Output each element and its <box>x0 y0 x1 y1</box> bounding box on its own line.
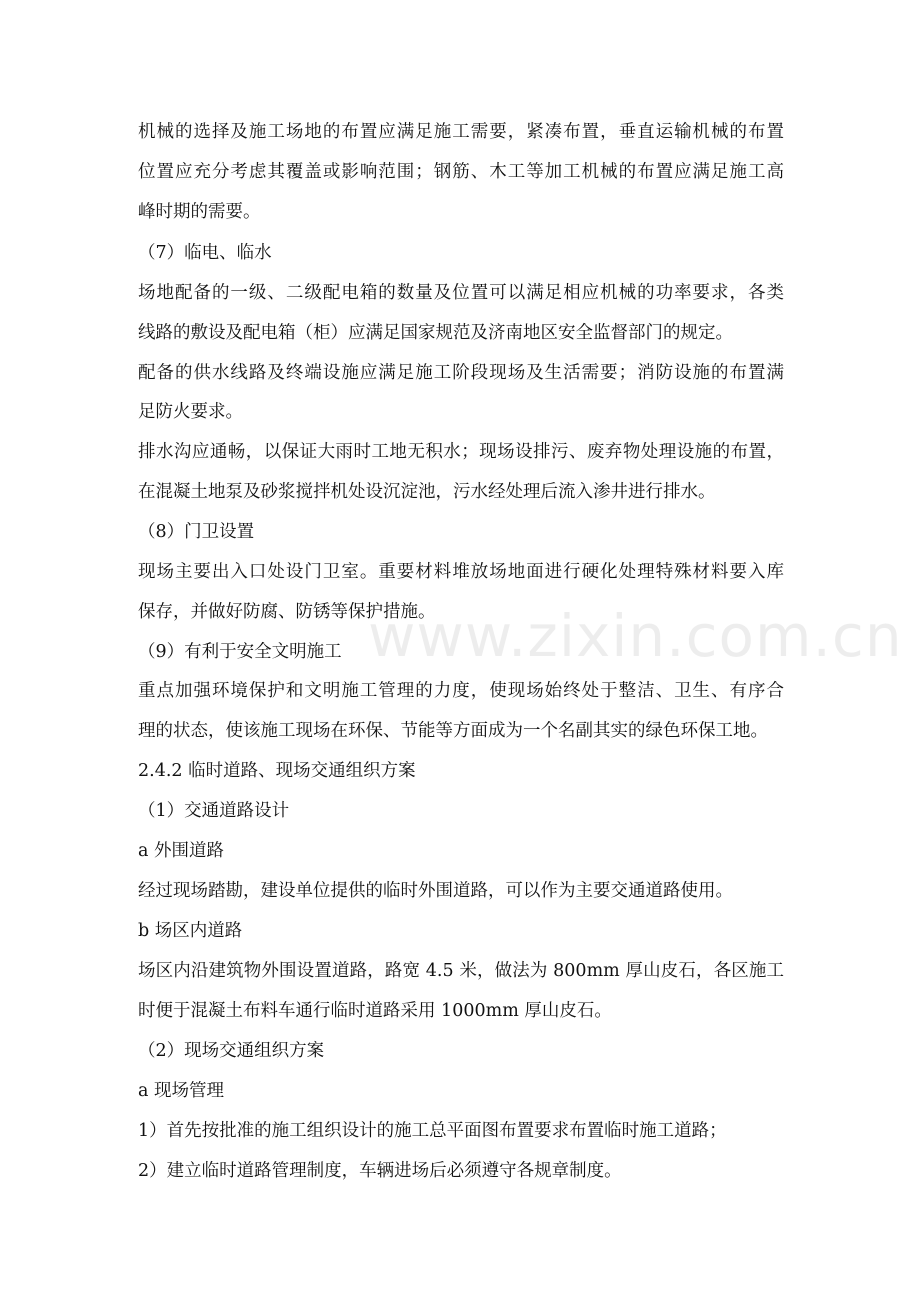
section-heading: （8）门卫设置 <box>138 522 255 542</box>
section-heading: （7）临电、临水 <box>138 243 272 263</box>
section-heading: （2）现场交通组织方案 <box>138 1041 325 1061</box>
body-line: 现场主要出入口处设门卫室。重要材料堆放场地面进行硬化处理特殊材料要入库 <box>138 562 784 582</box>
body-line: 线路的敷设及配电箱（柜）应满足国家规范及济南地区安全监督部门的规定。 <box>138 323 733 343</box>
sub-heading: b 场区内道路 <box>138 921 243 941</box>
body-line: 经过现场踏勘，建设单位提供的临时外围道路，可以作为主要交通道路使用。 <box>138 881 733 901</box>
body-line: 足防火要求。 <box>138 402 243 422</box>
body-line: 重点加强环境保护和文明施工管理的力度，使现场始终处于整洁、卫生、有序合 <box>138 681 784 701</box>
watermark: www.zixin.com.cn <box>368 602 903 670</box>
body-line: 峰时期的需要。 <box>138 202 261 222</box>
list-item: 1）首先按批准的施工组织设计的施工总平面图布置要求布置临时施工道路； <box>138 1121 727 1141</box>
body-line: 机械的选择及施工场地的布置应满足施工需要，紧凑布置，垂直运输机械的布置 <box>138 122 784 142</box>
body-line: 时便于混凝土布料车通行临时道路采用 1000mm 厚山皮石。 <box>138 1001 612 1021</box>
list-item: 2）建立临时道路管理制度，车辆进场后必须遵守各规章制度。 <box>138 1161 622 1181</box>
body-line: 排水沟应通畅，以保证大雨时工地无积水；现场设排污、废弃物处理设施的布置， <box>138 442 784 462</box>
body-line: 配备的供水线路及终端设施应满足施工阶段现场及生活需要；消防设施的布置满 <box>138 363 784 383</box>
body-line: 位置应充分考虑其覆盖或影响范围；钢筋、木工等加工机械的布置应满足施工高 <box>138 162 784 182</box>
sub-heading: a 外围道路 <box>138 841 224 861</box>
body-line: 场地配备的一级、二级配电箱的数量及位置可以满足相应机械的功率要求，各类 <box>138 283 784 303</box>
section-heading: （1）交通道路设计 <box>138 801 290 821</box>
section-heading: 2.4.2 临时道路、现场交通组织方案 <box>138 761 416 781</box>
sub-heading: a 现场管理 <box>138 1081 224 1101</box>
body-line: 保存，并做好防腐、防锈等保护措施。 <box>138 602 436 622</box>
body-line: 场区内沿建筑物外围设置道路，路宽 4.5 米，做法为 800mm 厚山皮石，各区施工 <box>138 961 784 981</box>
section-heading: （9）有利于安全文明施工 <box>138 642 342 662</box>
body-line: 在混凝土地泵及砂浆搅拌机处设沉淀池，污水经处理后流入渗井进行排水。 <box>138 482 716 502</box>
body-line: 理的状态，使该施工现场在环保、节能等方面成为一个名副其实的绿色环保工地。 <box>138 721 768 741</box>
